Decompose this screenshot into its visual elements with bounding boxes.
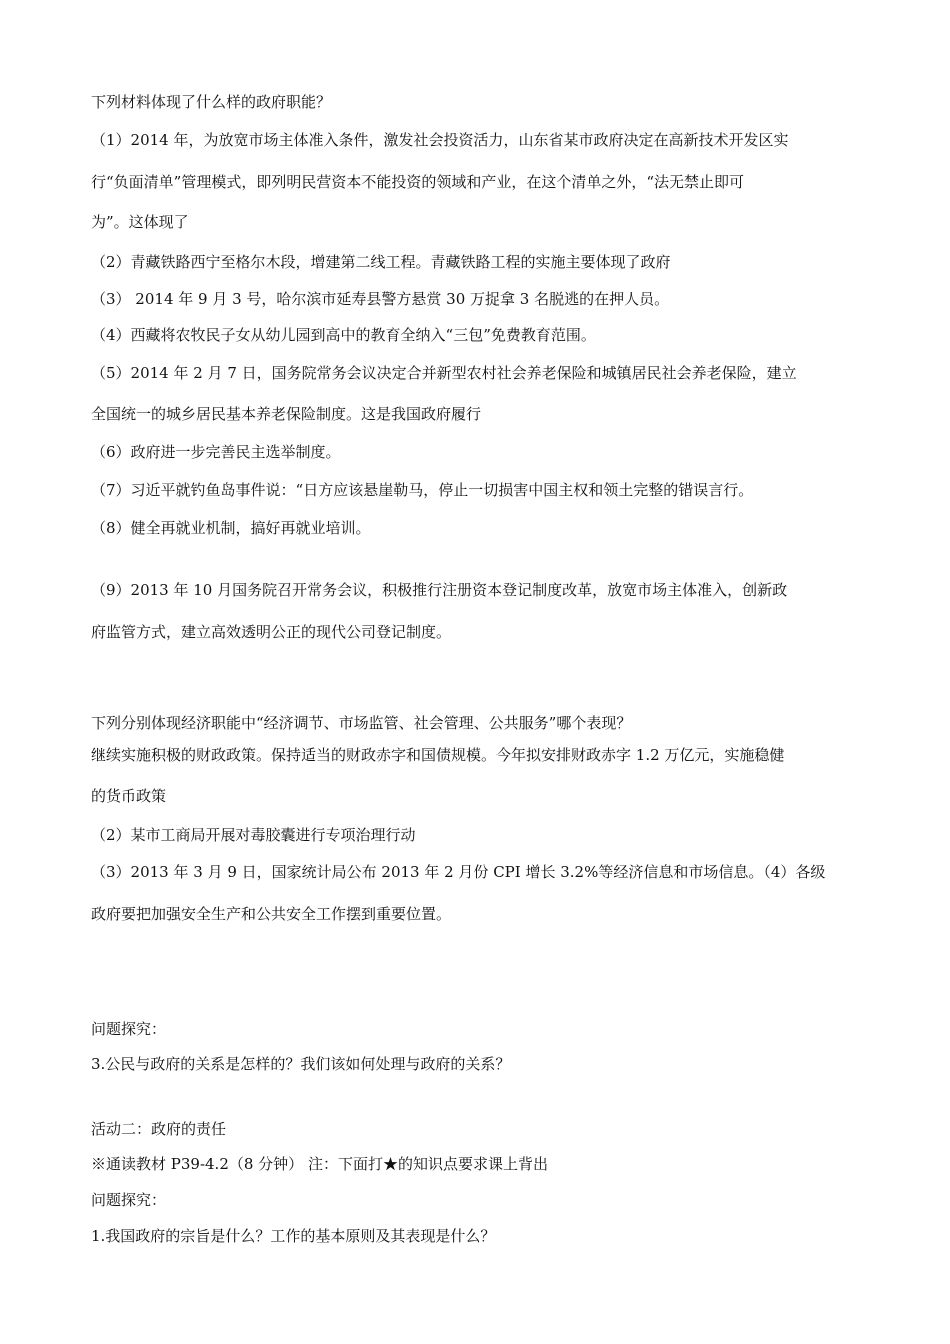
section1-line: （1）2014 年，为放宽市场主体准入条件，激发社会投资活力，山东省某市政府决定在高新技术开发区实 (91, 131, 789, 149)
section1-line: 为”。这体现了 (91, 213, 189, 231)
section2-line: 的货币政策 (91, 787, 167, 805)
section1-line: （6）政府进一步完善民主选举制度。 (91, 443, 341, 461)
section2-line: 政府要把加强安全生产和公共安全工作摆到重要位置。 (91, 905, 452, 923)
section2-line: 继续实施积极的财政政策。保持适当的财政赤字和国债规模。今年拟安排财政赤字 1.2 万亿元，实施稳健 (91, 746, 785, 764)
section1-line: （5）2014 年 2 月 7 日，国务院常务会议决定合并新型农村社会养老保险和城镇居民社会养老保险，建立 (91, 364, 797, 382)
section3-question: 3.公民与政府的关系是怎样的？我们该如何处理与政府的关系？ (91, 1055, 511, 1073)
activity-note: ※通读教材 P39-4.2（8 分钟） 注：下面打★的知识点要求课上背出 (91, 1155, 548, 1173)
section4-question: 1.我国政府的宗旨是什么？工作的基本原则及其表现是什么？ (91, 1227, 496, 1245)
section1-line: （9）2013 年 10 月国务院召开常务会议，积极推行注册资本登记制度改革，放宽市场主体准入，创新政 (91, 581, 788, 599)
section1-line: （7）习近平就钓鱼岛事件说：“日方应该悬崖勒马，停止一切损害中国主权和领土完整的错误言行。 (91, 481, 754, 499)
section1-line: 行“负面清单”管理模式，即列明民营资本不能投资的领域和产业，在这个清单之外，“法无禁止即可 (91, 173, 745, 191)
section1-line: 府监管方式，建立高效透明公正的现代公司登记制度。 (91, 623, 452, 641)
section1-heading: 下列材料体现了什么样的政府职能？ (91, 93, 332, 111)
activity-title: 活动二：政府的责任 (91, 1120, 227, 1138)
section2-heading: 下列分别体现经济职能中“经济调节、市场监管、社会管理、公共服务”哪个表现？ (91, 714, 632, 732)
section2-line: （2）某市工商局开展对毒胶囊进行专项治理行动 (91, 826, 416, 844)
section1-line: 全国统一的城乡居民基本养老保险制度。这是我国政府履行 (91, 405, 482, 423)
section1-line: （4）西藏将农牧民子女从幼儿园到高中的教育全纳入“三包”免费教育范围。 (91, 326, 596, 344)
section3-label: 问题探究： (91, 1020, 167, 1038)
section1-line: （3） 2014 年 9 月 3 号，哈尔滨市延寿县警方悬赏 30 万捉拿 3 名脱逃的在押人员。 (91, 290, 670, 308)
section1-line: （8）健全再就业机制，搞好再就业培训。 (91, 519, 371, 537)
section4-label: 问题探究： (91, 1191, 167, 1209)
section2-line: （3）2013 年 3 月 9 日，国家统计局公布 2013 年 2 月份 CPI 增长 3.2%等经济信息和市场信息。（4）各级 (91, 863, 826, 881)
section1-line: （2）青藏铁路西宁至格尔木段，增建第二线工程。青藏铁路工程的实施主要体现了政府 (91, 253, 671, 271)
